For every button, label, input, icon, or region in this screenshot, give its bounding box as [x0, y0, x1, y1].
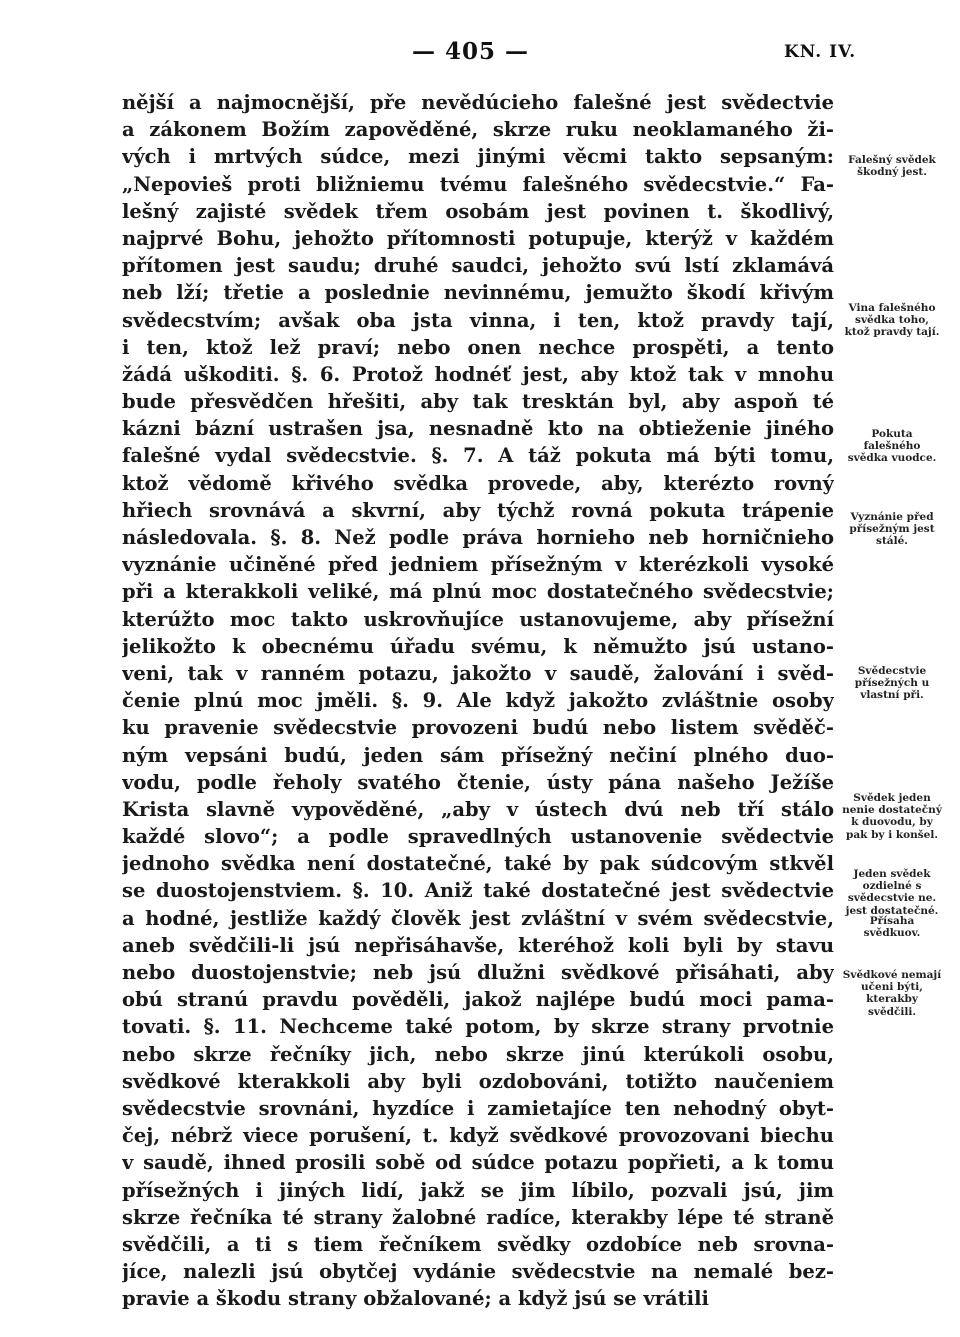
- text-line: přítomen jest saudu; druhé saudci, jehožto svú lstí zklamává: [122, 254, 834, 278]
- text-line: obú stranú pravdu pověděli, jakož najlépe budú moci pama-: [122, 988, 834, 1012]
- margin-note: Vyznánie před přísežným jest stálé.: [849, 511, 935, 548]
- text-line: kterúžto moc takto uskrovňujíce ustanovujeme, aby přísežní: [122, 607, 834, 631]
- page-number: — 405 —: [412, 38, 530, 65]
- text-line: jednoho svědka není dostatečné, také by pak súdcovým stkvěl: [122, 852, 834, 876]
- text-line: hřiech srovnává a skvrní, aby týchž rovná pokuta trápenie: [122, 498, 834, 522]
- text-line: pravie a škodu strany obžalované; a když jsú se vrátili: [122, 1287, 709, 1311]
- page-header: [0, 38, 960, 68]
- text-line: svědkové kterakkoli aby byli ozdobováni, totižto naučeniem: [122, 1069, 834, 1093]
- body-text: [122, 89, 834, 1312]
- text-line: svědecstvím; avšak oba jsta vinna, i ten, ktož pravdy tají,: [122, 308, 834, 332]
- text-line: žádá uškoditi. §. 6. Protož hodnéť jest, aby ktož tak v mnohu: [122, 362, 834, 386]
- text-line: tovati. §. 11. Nechceme také potom, by skrze strany prvotnie: [122, 1015, 834, 1039]
- text-line: nebo skrze řečníky jich, nebo skrze jinú kterúkoli osobu,: [122, 1042, 834, 1066]
- text-line: Krista slavně vypověděné, „aby v ústech dvú neb tří stálo: [122, 797, 834, 821]
- text-line: se duostojenstviem. §. 10. Aniž také dostatečné jest svědectvie: [122, 879, 834, 903]
- text-line: nebo duostojenstvie; neb jsú dlužni svědkové přisáhati, aby: [122, 961, 834, 984]
- margin-note: Svědek jeden nenie dostatečný k duovodu, by pak by i konšel.: [842, 792, 942, 841]
- text-line: ným vepsáni budú, jeden sám přísežný nečiní plného duo-: [122, 743, 834, 767]
- text-line: vých i mrtvých súdce, mezi jinými věcmi takto sepsaným:: [122, 145, 834, 169]
- text-line: falešné vydal svědecstvie. §. 7. A táž pokuta má býti tomu,: [122, 444, 834, 468]
- text-line: svědecstvie srovnáni, hyzdíce i zamietajíce ten nehodný obyt-: [122, 1096, 834, 1120]
- text-line: při a kterakkoli veliké, má plnú moc dostatečného svědecstvie;: [122, 580, 834, 604]
- text-line: následovala. §. 8. Než podle práva hornieho neb horničnieho: [122, 526, 834, 549]
- text-line: i ten, ktož lež praví; nebo onen nechce prospěti, a tento: [122, 335, 834, 359]
- text-line: vodu, podle řeholy svatého čtenie, ústy pána našeho Ježíše: [122, 770, 834, 794]
- text-line: a hodné, jestliže každý člověk jest zvláštní v svém svědecstvie,: [122, 906, 834, 930]
- text-line: v saudě, ihned prosili sobě od súdce potazu popřieti, a k tomu: [122, 1151, 834, 1175]
- margin-note: Svědecstvie přísežných u vlastní při.: [854, 665, 930, 702]
- text-line: lešný zajisté svědek třem osobám jest povinen t. škodlivý,: [122, 199, 834, 223]
- text-line: kázni bázní ustrašen jsa, nesnadně kto na obtieženie jiného: [122, 417, 834, 441]
- text-line: skrze řečníka té strany žalobné radíce, kterakby lépe té straně: [122, 1205, 834, 1229]
- text-line: bude přesvědčen hřešiti, aby tak tresktán byl, aby aspoň té: [122, 390, 834, 414]
- margin-note: Vina falešného svědka toho, ktož pravdy tají.: [844, 302, 940, 339]
- text-line: čej, nébrž viece porušení, t. když svědkové provozovani biechu: [122, 1124, 834, 1148]
- text-line: vyznánie učiněné před jedniem přísežným v kterézkoli vysoké: [122, 553, 834, 577]
- text-line: přísežných i jiných lidí, jakž se jim líbilo, pozvali jsú, jim: [122, 1178, 834, 1202]
- text-line: aneb svědčili-li jsú nepřisáhavše, kteréhož koli byli by stavu: [122, 933, 834, 957]
- margin-note: Pokuta falešného svědka vuodce.: [847, 428, 937, 465]
- text-line: najprvé Bohu, jehožto přítomnosti potupuje, kterýž v každém: [122, 226, 834, 250]
- text-line: ktož vědomě křivého svědka provede, aby, kterézto rovný: [122, 471, 834, 495]
- margin-note: Falešný svědek škodný jest.: [848, 154, 936, 179]
- margin-note: Jeden svědek ozdielné s svědecstvie ne. jest dostatečné.: [845, 868, 939, 917]
- margin-note: Přísaha svědkuov.: [863, 915, 921, 940]
- text-line: jelikožto k obecnému úřadu svému, k němužto jsú ustano-: [122, 634, 834, 658]
- text-line: a zákonem Božím zapověděné, skrze ruku neoklamaného ži-: [122, 118, 834, 142]
- text-line: každé slovo“; a podle spravedlných ustanovenie svědectvie: [122, 825, 834, 849]
- text-line: čenie plnú moc jměli. §. 9. Ale když jakožto zvláštnie osoby: [122, 689, 834, 713]
- margin-note: Svědkové nemají učeni býti, kterakby svědčili.: [842, 969, 942, 1018]
- text-line: jíce, nalezli jsú obytčej vydánie svědecstvie na nemalé bez-: [122, 1260, 834, 1284]
- text-line: ku pravenie svědecstvie provozeni budú nebo listem svěděč-: [122, 716, 834, 740]
- book-label: KN. IV.: [784, 42, 857, 62]
- text-line: svědčili, a ti s tiem řečníkem svědky ozdobíce neb srovna-: [122, 1232, 834, 1256]
- text-line: veni, tak v ranném potazu, jakožto v saudě, žalování i svěd-: [122, 661, 834, 685]
- text-line: neb lží; třetie a poslednie nevinnému, jemužto škodí křivým: [122, 281, 834, 305]
- text-line: „Nepovieš proti bližniemu tvému falešného svědecstvie.“ Fa-: [122, 172, 834, 196]
- text-line: nější a najmocnější, pře nevědúcieho falešné jest svědectvie: [122, 91, 834, 114]
